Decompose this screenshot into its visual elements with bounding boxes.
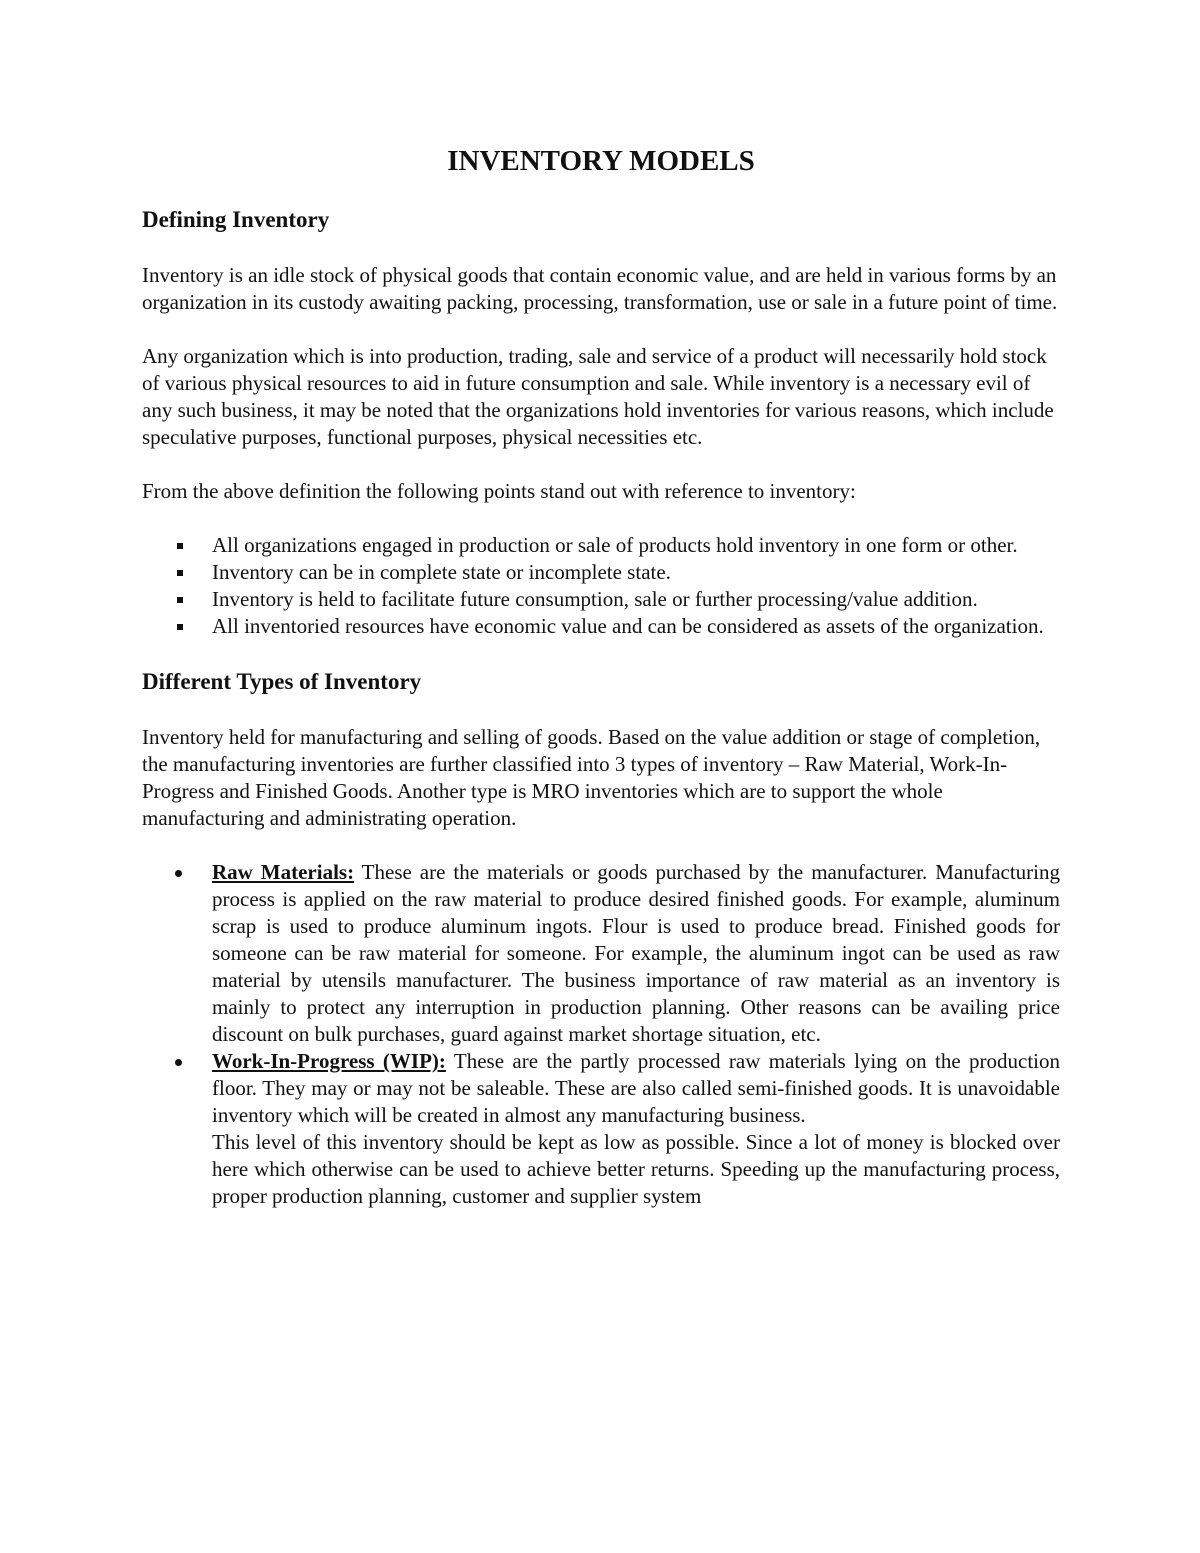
inventory-points-list (142, 532, 1060, 640)
section-heading-types-of-inventory: Different Types of Inventory (142, 669, 422, 694)
description-work-in-progress-extra: This level of this inventory should be kept as low as possible. Since a lot of money is blocked over here which otherwise can be used to achieve better returns. Speeding up the manufacturing process, proper production planning, customer and supplier system (212, 1130, 1060, 1208)
paragraph-points-intro: From the above definition the following points stand out with reference to inventory: (142, 479, 856, 503)
description-work-in-progress: These are the partly processed raw materials lying on the production floor. They may or may not be saleable. These are also called semi-finished goods. It is unavoidable inventory which will be created in almost any manufacturing business. (212, 1049, 1060, 1127)
section-heading-defining-inventory: Defining Inventory (142, 207, 330, 232)
list-item: Inventory is held to facilitate future consumption, sale or further processing/value addition. (142, 586, 1060, 613)
inventory-types-list (142, 859, 1060, 1210)
paragraph-organizations: Any organization which is into production, trading, sale and service of a product will necessarily hold stock of various physical resources to aid in future consumption and sale. While inventory is a necessary evil of any such business, it may be noted that the organizations hold inventories for various reasons, which include speculative purposes, functional purposes, physical necessities etc. (142, 344, 1054, 449)
list-item-work-in-progress (142, 1048, 1060, 1210)
list-item: All organizations engaged in production or sale of products hold inventory in one form or other. (142, 532, 1060, 559)
list-item: Inventory can be in complete state or incomplete state. (142, 559, 1060, 586)
document-page (142, 130, 1060, 1210)
paragraph-definition: Inventory is an idle stock of physical goods that contain economic value, and are held in various forms by an organization in its custody awaiting packing, processing, transformation, use or sale in a future point of time. (142, 263, 1058, 314)
list-item: All inventoried resources have economic value and can be considered as assets of the organization. (142, 613, 1060, 640)
paragraph-types-intro: Inventory held for manufacturing and selling of goods. Based on the value addition or stage of completion, the manufacturing inventories are further classified into 3 types of inventory – Raw Material, Work-In-Progress and Finished Goods. Another type is MRO inventories which are to support the whole manufacturing and administrating operation. (142, 725, 1041, 830)
document-title: INVENTORY MODELS (447, 145, 755, 177)
list-item-raw-materials (142, 859, 1060, 1048)
description-raw-materials: These are the materials or goods purchased by the manufacturer. Manufacturing process is applied on the raw material to produce desired finished goods. For example, aluminum scrap is used to produce aluminum ingots. Flour is used to produce bread. Finished goods for someone can be raw material for someone. For example, the aluminum ingot can be used as raw material by utensils manufacturer. The business importance of raw material as an inventory is mainly to protect any interruption in production planning. Other reasons can be availing price discount on bulk purchases, guard against market shortage situation, etc. (212, 860, 1061, 1046)
term-work-in-progress: Work-In-Progress (WIP): (212, 1049, 446, 1073)
term-raw-materials: Raw Materials: (212, 860, 355, 884)
